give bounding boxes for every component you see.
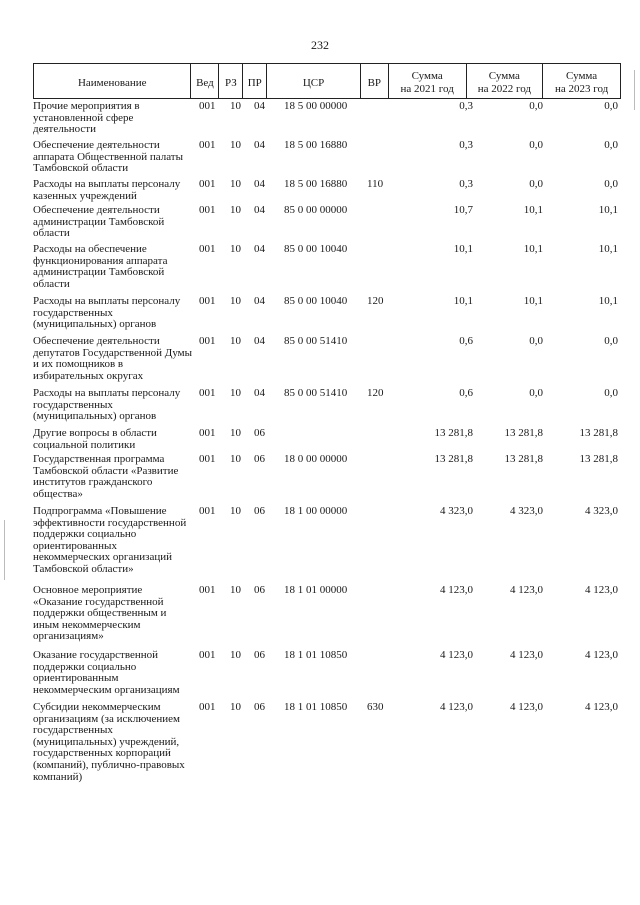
row-sum-2023: 0,0: [604, 335, 618, 347]
row-csr: 85 0 00 51410: [284, 387, 348, 399]
row-sum-2021: 0,6: [459, 387, 473, 399]
row-csr: 85 0 00 10040: [284, 295, 348, 307]
row-pr: 06: [254, 649, 265, 661]
row-csr: 18 5 00 16880: [284, 139, 348, 151]
row-csr: 18 5 00 16880: [284, 178, 348, 190]
row-name: Другие вопросы в области социальной политики: [33, 427, 157, 451]
header-sum-2023: Сумма на 2023 год: [554, 70, 609, 95]
row-ved: 001: [199, 335, 216, 347]
header-name: Наименование: [34, 64, 191, 98]
row-sum-2021: 10,1: [453, 295, 473, 307]
row-sum-2023: 0,0: [604, 178, 618, 190]
row-name: Расходы на выплаты персоналу государственных (муниципальных) органов: [33, 387, 181, 423]
row-name: Субсидии некоммерческим организациям (за исключением государственных (муниципальных) учреждений, государственных корпораций (компаний), публично-правовых компаний): [33, 701, 185, 783]
row-name: Подпрограмма «Повышение эффективности государственной поддержки социально ориентированных некоммерческих организаций Тамбовской области»: [33, 505, 187, 575]
row-ved: 001: [199, 100, 216, 112]
row-ved: 001: [199, 453, 216, 465]
row-rz: 10: [230, 649, 241, 661]
row-csr: 18 1 00 00000: [284, 505, 348, 517]
row-sum-2022: 4 323,0: [510, 505, 543, 517]
row-name: Расходы на выплаты персоналу казенных учреждений: [33, 178, 181, 202]
row-rz: 10: [230, 204, 241, 216]
row-csr: 18 0 00 00000: [284, 453, 348, 465]
row-ved: 001: [199, 427, 216, 439]
row-sum-2022: 0,0: [529, 387, 543, 399]
row-rz: 10: [230, 335, 241, 347]
row-rz: 10: [230, 387, 241, 399]
row-sum-2023: 10,1: [598, 204, 618, 216]
row-name: Расходы на обеспечение функционирования аппарата администрации Тамбовской области: [33, 243, 168, 290]
row-sum-2023: 4 123,0: [585, 584, 618, 596]
row-ved: 001: [199, 505, 216, 517]
row-csr: 18 1 01 10850: [284, 701, 348, 713]
header-vr: ВР: [361, 64, 389, 98]
row-rz: 10: [230, 295, 241, 307]
row-sum-2021: 4 123,0: [440, 701, 473, 713]
row-sum-2023: 0,0: [604, 139, 618, 151]
row-name: Расходы на выплаты персоналу государственных (муниципальных) органов: [33, 295, 181, 331]
row-sum-2023: 4 323,0: [585, 505, 618, 517]
row-pr: 06: [254, 701, 265, 713]
row-sum-2021: 0,3: [459, 139, 473, 151]
row-ved: 001: [199, 649, 216, 661]
row-sum-2023: 0,0: [604, 387, 618, 399]
row-sum-2023: 0,0: [604, 100, 618, 112]
row-sum-2022: 4 123,0: [510, 649, 543, 661]
row-ved: 001: [199, 584, 216, 596]
row-sum-2022: 10,1: [523, 295, 543, 307]
header-rz: РЗ: [219, 64, 243, 98]
header-ved: Вед: [191, 64, 219, 98]
row-pr: 06: [254, 427, 265, 439]
row-sum-2021: 4 123,0: [440, 584, 473, 596]
row-sum-2022: 10,1: [523, 204, 543, 216]
row-pr: 04: [254, 100, 265, 112]
row-sum-2021: 10,1: [453, 243, 473, 255]
row-ved: 001: [199, 701, 216, 713]
row-pr: 06: [254, 505, 265, 517]
row-sum-2021: 0,3: [459, 100, 473, 112]
row-sum-2021: 13 281,8: [434, 453, 473, 465]
row-sum-2023: 13 281,8: [579, 453, 618, 465]
row-sum-2023: 10,1: [598, 295, 618, 307]
row-pr: 04: [254, 178, 265, 190]
row-pr: 06: [254, 453, 265, 465]
row-name: Прочие мероприятия в установленной сфере деятельности: [33, 100, 140, 136]
row-sum-2022: 13 281,8: [504, 453, 543, 465]
scan-edge-mark: [634, 70, 635, 110]
row-pr: 06: [254, 584, 265, 596]
row-csr: 85 0 00 10040: [284, 243, 348, 255]
header-pr: ПР: [243, 64, 267, 98]
row-sum-2021: 0,6: [459, 335, 473, 347]
header-sum-2022: Сумма на 2022 год: [467, 64, 544, 98]
row-vr: 120: [367, 387, 384, 399]
row-sum-2022: 0,0: [529, 335, 543, 347]
row-ved: 001: [199, 243, 216, 255]
row-sum-2021: 10,7: [453, 204, 473, 216]
row-rz: 10: [230, 100, 241, 112]
row-rz: 10: [230, 453, 241, 465]
row-pr: 04: [254, 204, 265, 216]
row-sum-2021: 4 323,0: [440, 505, 473, 517]
row-rz: 10: [230, 178, 241, 190]
row-ved: 001: [199, 295, 216, 307]
row-name: Оказание государственной поддержки социально ориентированным некоммерческим организациям: [33, 649, 180, 696]
row-vr: 120: [367, 295, 384, 307]
row-name: Обеспечение деятельности аппарата Общественной палаты Тамбовской области: [33, 139, 183, 175]
row-sum-2023: 4 123,0: [585, 701, 618, 713]
row-sum-2021: 0,3: [459, 178, 473, 190]
row-sum-2022: 0,0: [529, 100, 543, 112]
row-vr: 630: [367, 701, 384, 713]
row-csr: 85 0 00 00000: [284, 204, 348, 216]
row-sum-2022: 13 281,8: [504, 427, 543, 439]
row-ved: 001: [199, 387, 216, 399]
row-csr: 18 1 01 10850: [284, 649, 348, 661]
header-sum-2021: Сумма на 2021 год: [389, 64, 467, 98]
row-pr: 04: [254, 243, 265, 255]
row-name: Основное мероприятие «Оказание государственной поддержки общественным и иным некоммерческим организациям»: [33, 584, 167, 643]
row-name: Обеспечение деятельности депутатов Государственной Думы и их помощников в избирательных округах: [33, 335, 193, 382]
row-csr: 85 0 00 51410: [284, 335, 348, 347]
row-sum-2023: 13 281,8: [579, 427, 618, 439]
row-ved: 001: [199, 139, 216, 151]
row-rz: 10: [230, 243, 241, 255]
row-rz: 10: [230, 139, 241, 151]
row-csr: 18 1 01 00000: [284, 584, 348, 596]
row-rz: 10: [230, 427, 241, 439]
row-rz: 10: [230, 505, 241, 517]
row-vr: 110: [367, 178, 384, 190]
row-csr: 18 5 00 00000: [284, 100, 348, 112]
row-sum-2022: 4 123,0: [510, 701, 543, 713]
row-name: Государственная программа Тамбовской области «Развитие институтов гражданского общества»: [33, 453, 179, 500]
header-csr: ЦСР: [267, 64, 361, 98]
scan-edge-mark: [4, 520, 5, 580]
row-ved: 001: [199, 204, 216, 216]
row-sum-2023: 4 123,0: [585, 649, 618, 661]
row-sum-2022: 0,0: [529, 178, 543, 190]
row-rz: 10: [230, 584, 241, 596]
row-pr: 04: [254, 139, 265, 151]
page-number: 232: [311, 38, 329, 52]
row-name: Обеспечение деятельности администрации Тамбовской области: [33, 204, 165, 240]
row-sum-2022: 4 123,0: [510, 584, 543, 596]
row-sum-2022: 10,1: [523, 243, 543, 255]
row-sum-2022: 0,0: [529, 139, 543, 151]
row-ved: 001: [199, 178, 216, 190]
row-pr: 04: [254, 295, 265, 307]
row-rz: 10: [230, 701, 241, 713]
row-pr: 04: [254, 335, 265, 347]
row-sum-2021: 4 123,0: [440, 649, 473, 661]
row-pr: 04: [254, 387, 265, 399]
row-sum-2021: 13 281,8: [434, 427, 473, 439]
row-sum-2023: 10,1: [598, 243, 618, 255]
